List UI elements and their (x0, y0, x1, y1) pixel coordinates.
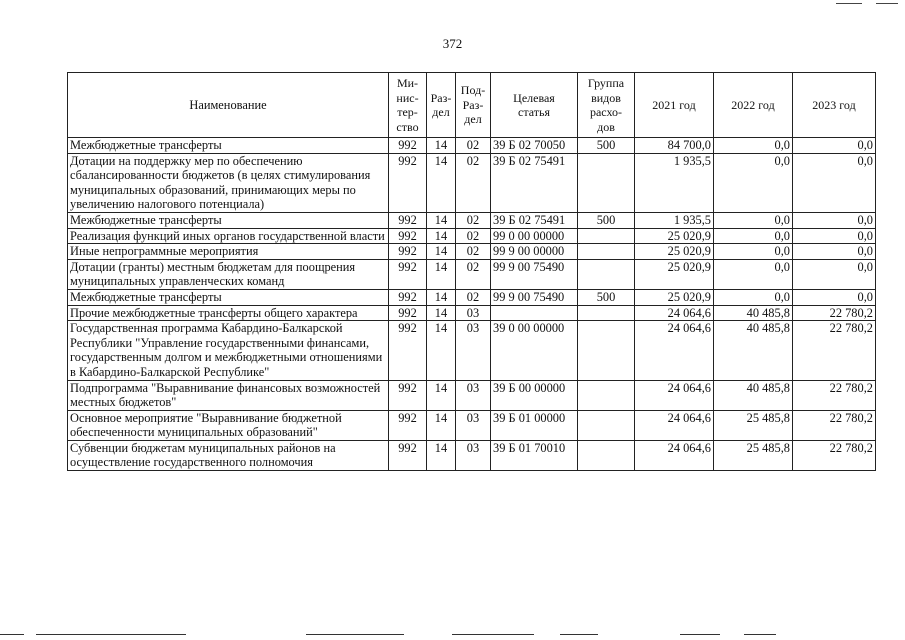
row-2022: 0,0 (714, 153, 793, 212)
row-section: 14 (427, 380, 456, 410)
row-ministry: 992 (389, 228, 427, 244)
row-ministry: 992 (389, 321, 427, 380)
row-2023: 0,0 (793, 228, 876, 244)
header-2021: 2021 год (635, 73, 714, 138)
footer-rule (0, 634, 24, 635)
footer-rule (680, 634, 720, 635)
row-name: Межбюджетные трансферты (68, 212, 389, 228)
row-expense-group: 500 (578, 289, 635, 305)
row-expense-group (578, 321, 635, 380)
row-ministry: 992 (389, 380, 427, 410)
row-expense-group (578, 153, 635, 212)
row-2023: 22 780,2 (793, 321, 876, 380)
row-ministry: 992 (389, 153, 427, 212)
row-subsection: 02 (456, 138, 491, 154)
row-ministry: 992 (389, 289, 427, 305)
row-name: Прочие межбюджетные трансферты общего характера (68, 305, 389, 321)
table-row (68, 380, 876, 410)
footer-rule (560, 634, 598, 635)
row-subsection: 03 (456, 305, 491, 321)
row-section: 14 (427, 153, 456, 212)
row-2023: 22 780,2 (793, 380, 876, 410)
row-subsection: 03 (456, 321, 491, 380)
row-2021: 25 020,9 (635, 244, 714, 260)
header-section: Раз- дел (427, 73, 456, 138)
row-section: 14 (427, 244, 456, 260)
row-subsection: 02 (456, 289, 491, 305)
row-2023: 22 780,2 (793, 410, 876, 440)
row-2022: 0,0 (714, 289, 793, 305)
row-2021: 25 020,9 (635, 289, 714, 305)
row-expense-group (578, 244, 635, 260)
row-section: 14 (427, 138, 456, 154)
row-ministry: 992 (389, 244, 427, 260)
row-expense-group: 500 (578, 138, 635, 154)
row-expense-group: 500 (578, 212, 635, 228)
header-name: Наименование (68, 73, 389, 138)
row-section: 14 (427, 212, 456, 228)
row-target-article: 39 Б 02 75491 (491, 153, 578, 212)
header-expense-group: Группа видов расхо- дов (578, 73, 635, 138)
row-2021: 24 064,6 (635, 380, 714, 410)
page-number: 372 (442, 36, 463, 51)
row-ministry: 992 (389, 212, 427, 228)
row-2022: 25 485,8 (714, 410, 793, 440)
row-expense-group (578, 380, 635, 410)
row-ministry: 992 (389, 138, 427, 154)
row-2022: 25 485,8 (714, 440, 793, 470)
row-name: Дотации (гранты) местным бюджетам для поощрения муниципальных управленческих команд (68, 259, 389, 289)
row-2023: 0,0 (793, 138, 876, 154)
row-target-article: 39 Б 02 70050 (491, 138, 578, 154)
row-2021: 24 064,6 (635, 305, 714, 321)
table-row (68, 228, 876, 244)
row-name: Субвенции бюджетам муниципальных районов на осуществление государственного полномочия (68, 440, 389, 470)
header-subsection: Под- Раз- дел (456, 73, 491, 138)
row-target-article: 39 Б 02 75491 (491, 212, 578, 228)
row-2023: 0,0 (793, 289, 876, 305)
row-2023: 0,0 (793, 244, 876, 260)
budget-table (67, 72, 876, 471)
table-row (68, 321, 876, 380)
row-ministry: 992 (389, 440, 427, 470)
row-subsection: 03 (456, 440, 491, 470)
row-target-article: 39 0 00 00000 (491, 321, 578, 380)
row-subsection: 02 (456, 244, 491, 260)
row-ministry: 992 (389, 410, 427, 440)
row-target-article (491, 305, 578, 321)
row-2022: 0,0 (714, 138, 793, 154)
row-expense-group (578, 410, 635, 440)
row-2021: 24 064,6 (635, 321, 714, 380)
footer-rule (452, 634, 534, 635)
row-target-article: 99 9 00 00000 (491, 244, 578, 260)
row-2021: 1 935,5 (635, 153, 714, 212)
row-expense-group (578, 305, 635, 321)
table-row (68, 410, 876, 440)
footer-rule (744, 634, 776, 635)
row-section: 14 (427, 305, 456, 321)
row-name: Межбюджетные трансферты (68, 138, 389, 154)
row-target-article: 39 Б 01 70010 (491, 440, 578, 470)
row-target-article: 99 0 00 00000 (491, 228, 578, 244)
row-2021: 25 020,9 (635, 228, 714, 244)
corner-mark (876, 3, 898, 4)
footer-rule (306, 634, 404, 635)
row-section: 14 (427, 228, 456, 244)
table-row (68, 244, 876, 260)
row-section: 14 (427, 289, 456, 305)
row-name: Государственная программа Кабардино-Балкарской Республики "Управление государственными финансами, государственным долгом и межбюджетными отношениями в Кабардино-Балкарской Республике" (68, 321, 389, 380)
row-2021: 24 064,6 (635, 410, 714, 440)
row-2022: 0,0 (714, 228, 793, 244)
row-name: Основное мероприятие "Выравнивание бюджетной обеспеченности муниципальных образований" (68, 410, 389, 440)
table-row (68, 259, 876, 289)
row-section: 14 (427, 440, 456, 470)
header-target-article: Целевая статья (491, 73, 578, 138)
row-name: Иные непрограммные мероприятия (68, 244, 389, 260)
row-2021: 1 935,5 (635, 212, 714, 228)
row-target-article: 99 9 00 75490 (491, 289, 578, 305)
row-2023: 22 780,2 (793, 440, 876, 470)
row-2022: 40 485,8 (714, 305, 793, 321)
header-2023: 2023 год (793, 73, 876, 138)
footer-rule (36, 634, 186, 635)
table-row (68, 153, 876, 212)
row-2021: 25 020,9 (635, 259, 714, 289)
row-target-article: 39 Б 01 00000 (491, 410, 578, 440)
row-subsection: 03 (456, 380, 491, 410)
row-section: 14 (427, 410, 456, 440)
row-2022: 40 485,8 (714, 321, 793, 380)
table-row (68, 138, 876, 154)
row-name: Реализация функций иных органов государственной власти (68, 228, 389, 244)
row-section: 14 (427, 321, 456, 380)
row-ministry: 992 (389, 305, 427, 321)
row-subsection: 03 (456, 410, 491, 440)
table-row (68, 305, 876, 321)
row-expense-group (578, 228, 635, 244)
table-row (68, 440, 876, 470)
row-target-article: 99 9 00 75490 (491, 259, 578, 289)
row-subsection: 02 (456, 259, 491, 289)
row-name: Дотации на поддержку мер по обеспечению сбалансированности бюджетов (в целях стимулирования муниципальных образований, принимающих меры по увеличению налогового потенциала) (68, 153, 389, 212)
row-2022: 0,0 (714, 244, 793, 260)
row-2023: 0,0 (793, 212, 876, 228)
row-2022: 0,0 (714, 259, 793, 289)
row-2022: 40 485,8 (714, 380, 793, 410)
row-section: 14 (427, 259, 456, 289)
row-expense-group (578, 440, 635, 470)
row-2022: 0,0 (714, 212, 793, 228)
row-2021: 24 064,6 (635, 440, 714, 470)
table-row (68, 289, 876, 305)
row-name: Подпрограмма "Выравнивание финансовых возможностей местных бюджетов" (68, 380, 389, 410)
row-target-article: 39 Б 00 00000 (491, 380, 578, 410)
row-2023: 0,0 (793, 153, 876, 212)
row-2023: 0,0 (793, 259, 876, 289)
row-subsection: 02 (456, 212, 491, 228)
row-subsection: 02 (456, 153, 491, 212)
row-expense-group (578, 259, 635, 289)
row-2021: 84 700,0 (635, 138, 714, 154)
row-name: Межбюджетные трансферты (68, 289, 389, 305)
row-ministry: 992 (389, 259, 427, 289)
row-2023: 22 780,2 (793, 305, 876, 321)
header-ministry: Ми- нис- тер- ство (389, 73, 427, 138)
header-2022: 2022 год (714, 73, 793, 138)
corner-mark (836, 3, 862, 4)
row-subsection: 02 (456, 228, 491, 244)
table-row (68, 212, 876, 228)
table-header-row (68, 73, 876, 138)
